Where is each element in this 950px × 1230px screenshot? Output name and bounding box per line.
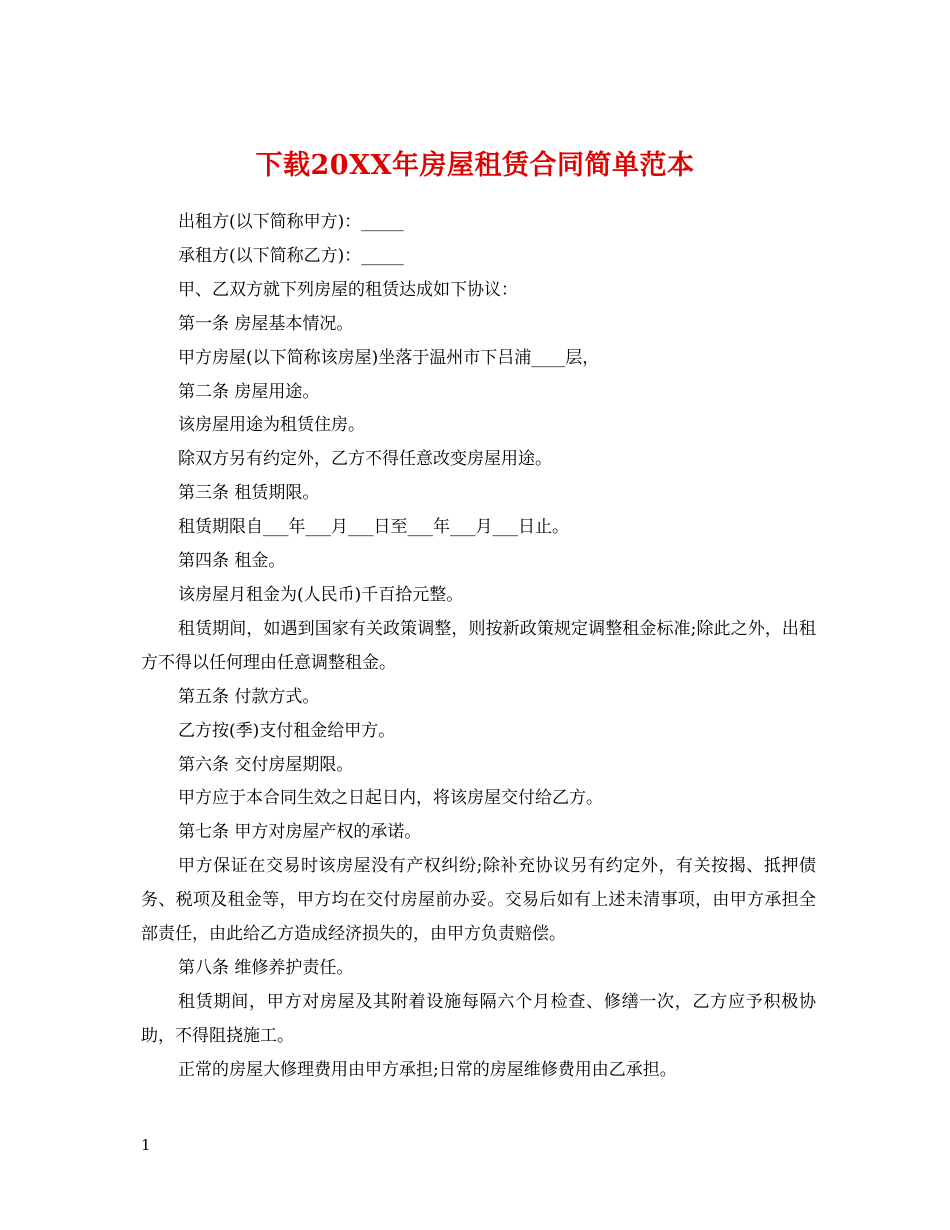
paragraph-monthly-rent: 该房屋月租金为(人民币)千百拾元整。 bbox=[178, 584, 464, 605]
article-heading-4: 第四条 租金。 bbox=[178, 551, 286, 572]
article-heading-7: 第七条 甲方对房屋产权的承诺。 bbox=[178, 822, 422, 843]
article-heading-2: 第二条 房屋用途。 bbox=[178, 381, 320, 402]
paragraph-property-guarantee: 甲方保证在交易时该房屋没有产权纠纷;除补充协议另有约定外，有关按揭、抵押债务、税项及租金等，甲方均在交付房屋前办妥。交易后如有上述未清事项，由甲方承担全部责任，由此给乙方造成经济损失的，由甲方负责赔偿。 bbox=[141, 856, 816, 945]
paragraph-payment-method: 乙方按(季)支付租金给甲方。 bbox=[178, 720, 396, 741]
article-heading-1: 第一条 房屋基本情况。 bbox=[178, 313, 354, 334]
paragraph-lessor: 出租方(以下简称甲方)：_____ bbox=[178, 212, 404, 232]
paragraph-repair-costs: 正常的房屋大修理费用由甲方承担;日常的房屋维修费用由乙承担。 bbox=[178, 1059, 677, 1080]
paragraph-lease-term: 租赁期限自___年___月___日至___年___月___日止。 bbox=[178, 517, 569, 538]
paragraph-house-use: 该房屋用途为租赁住房。 bbox=[178, 415, 365, 436]
document-body bbox=[141, 206, 816, 1088]
page-number: 1 bbox=[141, 1136, 151, 1154]
paragraph-agreement-intro: 甲、乙双方就下列房屋的租赁达成如下协议： bbox=[178, 279, 518, 300]
document-title: 下载20XX年房屋租赁合同简单范本 bbox=[255, 150, 695, 182]
paragraph-delivery-deadline: 甲方应于本合同生效之日起日内，将该房屋交付给乙方。 bbox=[178, 788, 603, 809]
paragraph-maintenance: 租赁期间，甲方对房屋及其附着设施每隔六个月检查、修缮一次，乙方应予积极协助，不得阻挠施工。 bbox=[141, 991, 816, 1046]
paragraph-use-restriction: 除双方另有约定外，乙方不得任意改变房屋用途。 bbox=[178, 449, 552, 470]
paragraph-lessee: 承租方(以下简称乙方)：_____ bbox=[178, 245, 404, 266]
article-heading-3: 第三条 租赁期限。 bbox=[178, 483, 320, 504]
article-heading-5: 第五条 付款方式。 bbox=[178, 686, 320, 707]
paragraph-house-location: 甲方房屋(以下简称该房屋)坐落于温州市下吕浦____层， bbox=[178, 347, 600, 368]
paragraph-rent-adjustment: 租赁期间，如遇到国家有关政策调整，则按新政策规定调整租金标准;除此之外，出租方不得以任何理由任意调整租金。 bbox=[141, 618, 816, 673]
article-heading-6: 第六条 交付房屋期限。 bbox=[178, 754, 354, 775]
article-heading-8: 第八条 维修养护责任。 bbox=[178, 957, 354, 978]
